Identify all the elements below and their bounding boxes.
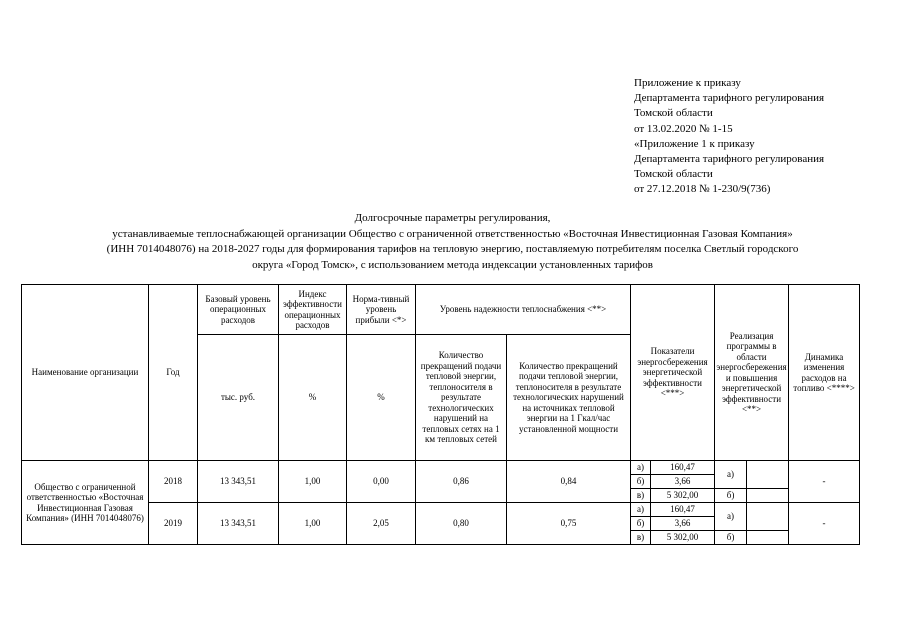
appendix-line: «Приложение 1 к приказу [634,137,755,150]
header-normative-profit: Норма-тивный уровень прибыли <*> [347,285,416,335]
energy-value: 3,66 [651,475,715,489]
normative-profit-cell: 0,00 [347,461,416,503]
header-year: Год [149,285,198,461]
energy-letter: б) [631,517,651,531]
program-value-cell [747,461,789,489]
year-cell: 2019 [149,503,198,545]
fuel-dynamics-cell: - [789,503,860,545]
appendix-line: от 27.12.2018 № 1-230/9(736) [634,183,771,196]
header-reliability-networks: Количество прекращений подачи тепловой энергии, теплоносителя в результате технологических нарушений на тепловых сетях на 1 км тепловых сетей [416,335,507,461]
fuel-dynamics-cell: - [789,461,860,503]
normative-profit-cell: 2,05 [347,503,416,545]
unit-efficiency-index: % [279,335,347,461]
header-org: Наименование организации [22,285,149,461]
energy-letter: б) [631,475,651,489]
energy-value: 5 302,00 [651,489,715,503]
table-row [22,461,860,475]
header-reliability: Уровень надежности теплоснабжения <**> [416,285,631,335]
efficiency-index-cell: 1,00 [279,503,347,545]
title-line: Долгосрочные параметры регулирования, [354,212,551,224]
base-level-cell: 13 343,51 [198,461,279,503]
energy-value: 160,47 [651,461,715,475]
org-name-cell: Общество с ограниченной ответственностью «Восточная Инвестиционная Газовая Компания» (ИНН 7014048076) [22,461,149,545]
program-letter-b: б) [715,489,747,503]
year-cell: 2018 [149,461,198,503]
energy-letter: а) [631,503,651,517]
energy-value: 5 302,00 [651,531,715,545]
appendix-line: Департамента тарифного регулирования [634,153,825,166]
energy-value: 160,47 [651,503,715,517]
appendix-line: от 13.02.2020 № 1-15 [634,122,733,135]
title-line: (ИНН 7014048076) на 2018-2027 годы для формирования тарифов на тепловую энергию, поставляемую потребителям поселка Светлый городского [106,243,799,256]
document-title [20,211,885,273]
reliability-networks-cell: 0,86 [416,461,507,503]
appendix-block [634,76,824,198]
appendix-line: Приложение к приказу [634,77,741,89]
unit-base-level: тыс. руб. [198,335,279,461]
program-value-cell [747,503,789,531]
energy-letter: а) [631,461,651,475]
appendix-line: Департамента тарифного регулирования [634,92,825,105]
energy-value: 3,66 [651,517,715,531]
program-value-cell [747,489,789,503]
parameters-table [21,284,860,545]
efficiency-index-cell: 1,00 [279,461,347,503]
header-reliability-sources: Количество прекращений подачи тепловой энергии, теплоносителя в результате технологических нарушений на источниках тепловой энергии на 1 Гкал/час установленной мощности [507,335,631,461]
energy-letter: в) [631,531,651,545]
header-energy-saving: Показатели энергосбережения энергетической эффективности <***> [631,285,715,461]
program-letter-a: а) [715,503,747,531]
program-value-cell [747,531,789,545]
reliability-sources-cell: 0,84 [507,461,631,503]
header-efficiency-index: Индекс эффективности операционных расходов [279,285,347,335]
header-fuel-dynamics: Динамика изменения расходов на топливо <****> [789,285,860,461]
reliability-networks-cell: 0,80 [416,503,507,545]
reliability-sources-cell: 0,75 [507,503,631,545]
program-letter-b: б) [715,531,747,545]
appendix-line: Томской области [634,107,713,120]
appendix-line: Томской области [634,168,713,181]
unit-normative-profit: % [347,335,416,461]
energy-letter: в) [631,489,651,503]
program-letter-a: а) [715,461,747,489]
title-line: устанавливаемые теплоснабжающей организации Общество с ограниченной ответственностью «Восточная Инвестиционная Газовая Компания» [112,227,793,240]
base-level-cell: 13 343,51 [198,503,279,545]
title-line: округа «Город Томск», с использованием метода индексации установленных тарифов [252,258,653,271]
header-base-level: Базовый уровень операционных расходов [198,285,279,335]
header-program: Реализация программы в области энергосбережения и повышения энергетической эффективности <**> [715,285,789,461]
